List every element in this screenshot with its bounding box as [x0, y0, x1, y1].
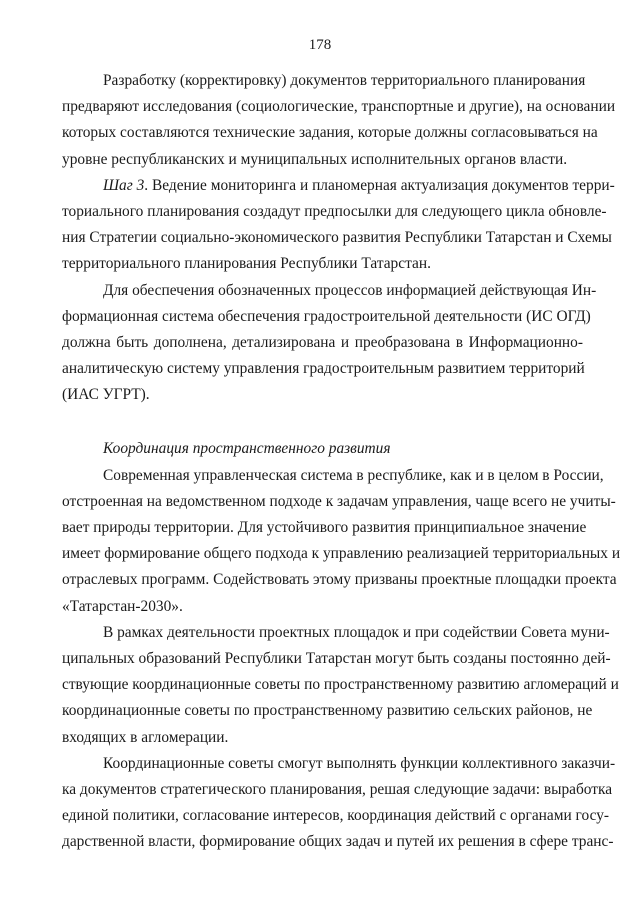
- text-line: уровне республиканских и муниципальных исполнительных органов власти.: [62, 150, 568, 168]
- page-number: 178: [308, 37, 332, 53]
- text-line: вает природы территории. Для устойчивого развития принципиальное значение: [62, 519, 587, 536]
- text-line: имеет формирование общего подхода к управлению реализацией территориальных и: [62, 545, 621, 563]
- paragraph: [62, 278, 597, 409]
- text-line: аналитическую систему управления градостроительным развитием территорий: [62, 360, 585, 378]
- text-line: ка документов стратегического планирования, решая следующие задачи: выработка: [62, 780, 613, 798]
- text-fragment: . Ведение мониторинга и планомерная актуализация документов терри-: [144, 176, 615, 194]
- text-line: должна быть дополнена, детализирована и преобразована в Информационно-: [62, 333, 583, 351]
- paragraph: [62, 173, 615, 278]
- text-line: Для обеспечения обозначенных процессов информацией действующая Ин-: [103, 281, 597, 299]
- text-line: ствующие координационные советы по пространственному развитию агломераций и: [62, 676, 619, 694]
- body-text: [62, 68, 621, 855]
- paragraph: [62, 463, 621, 620]
- text-line: Координационные советы смогут выполнять функции коллективного заказчи-: [103, 754, 616, 772]
- text-line: предваряют исследования (социологические, транспортные и другие), на основании: [62, 98, 616, 116]
- text-line: входящих в агломерации.: [62, 728, 229, 746]
- text-line: В рамках деятельности проектных площадок и при содействии Совета муни-: [103, 623, 610, 641]
- paragraph: [62, 751, 616, 856]
- paragraph: [62, 620, 619, 751]
- text-line: которых составляются технические задания, которые должны согласовываться на: [62, 124, 598, 142]
- text-line: Современная управленческая система в республике, как и в целом в России,: [103, 466, 604, 484]
- text-line: дарственной власти, формирование общих задач и путей их решения в сфере транс-: [62, 833, 614, 851]
- section-heading: Координация пространственного развития: [103, 440, 391, 458]
- text-line: ториального планирования создадут предпосылки для следующего цикла обновле-: [62, 202, 607, 220]
- text-line: отраслевых программ. Содействовать этому призваны проектные площадки проекта: [62, 571, 617, 589]
- step-label: Шаг 3: [103, 176, 145, 194]
- paragraph: [62, 68, 616, 173]
- text-line: [62, 173, 615, 199]
- text-line: единой политики, согласование интересов, координация действий с органами госу-: [62, 807, 610, 825]
- text-line: формационная система обеспечения градостроительной деятельности (ИС ОГД): [62, 307, 591, 325]
- text-line: ния Стратегии социально-экономического развития Республики Татарстан и Схемы: [62, 229, 612, 247]
- text-line: координационные советы по пространственному развитию сельских районов, не: [62, 702, 593, 720]
- text-line: отстроенная на ведомственном подходе к задачам управления, чаще всего не учиты-: [62, 492, 616, 510]
- text-line: Разработку (корректировку) документов территориального планирования: [103, 72, 586, 89]
- section-gap: [62, 408, 583, 436]
- text-line: (ИАС УГРТ).: [62, 386, 150, 404]
- text-line: ципальных образований Республики Татарстан могут быть созданы постоянно дей-: [62, 649, 611, 667]
- text-line: «Татарстан-2030».: [62, 597, 183, 615]
- text-line: территориального планирования Республики Татарстан.: [62, 255, 431, 273]
